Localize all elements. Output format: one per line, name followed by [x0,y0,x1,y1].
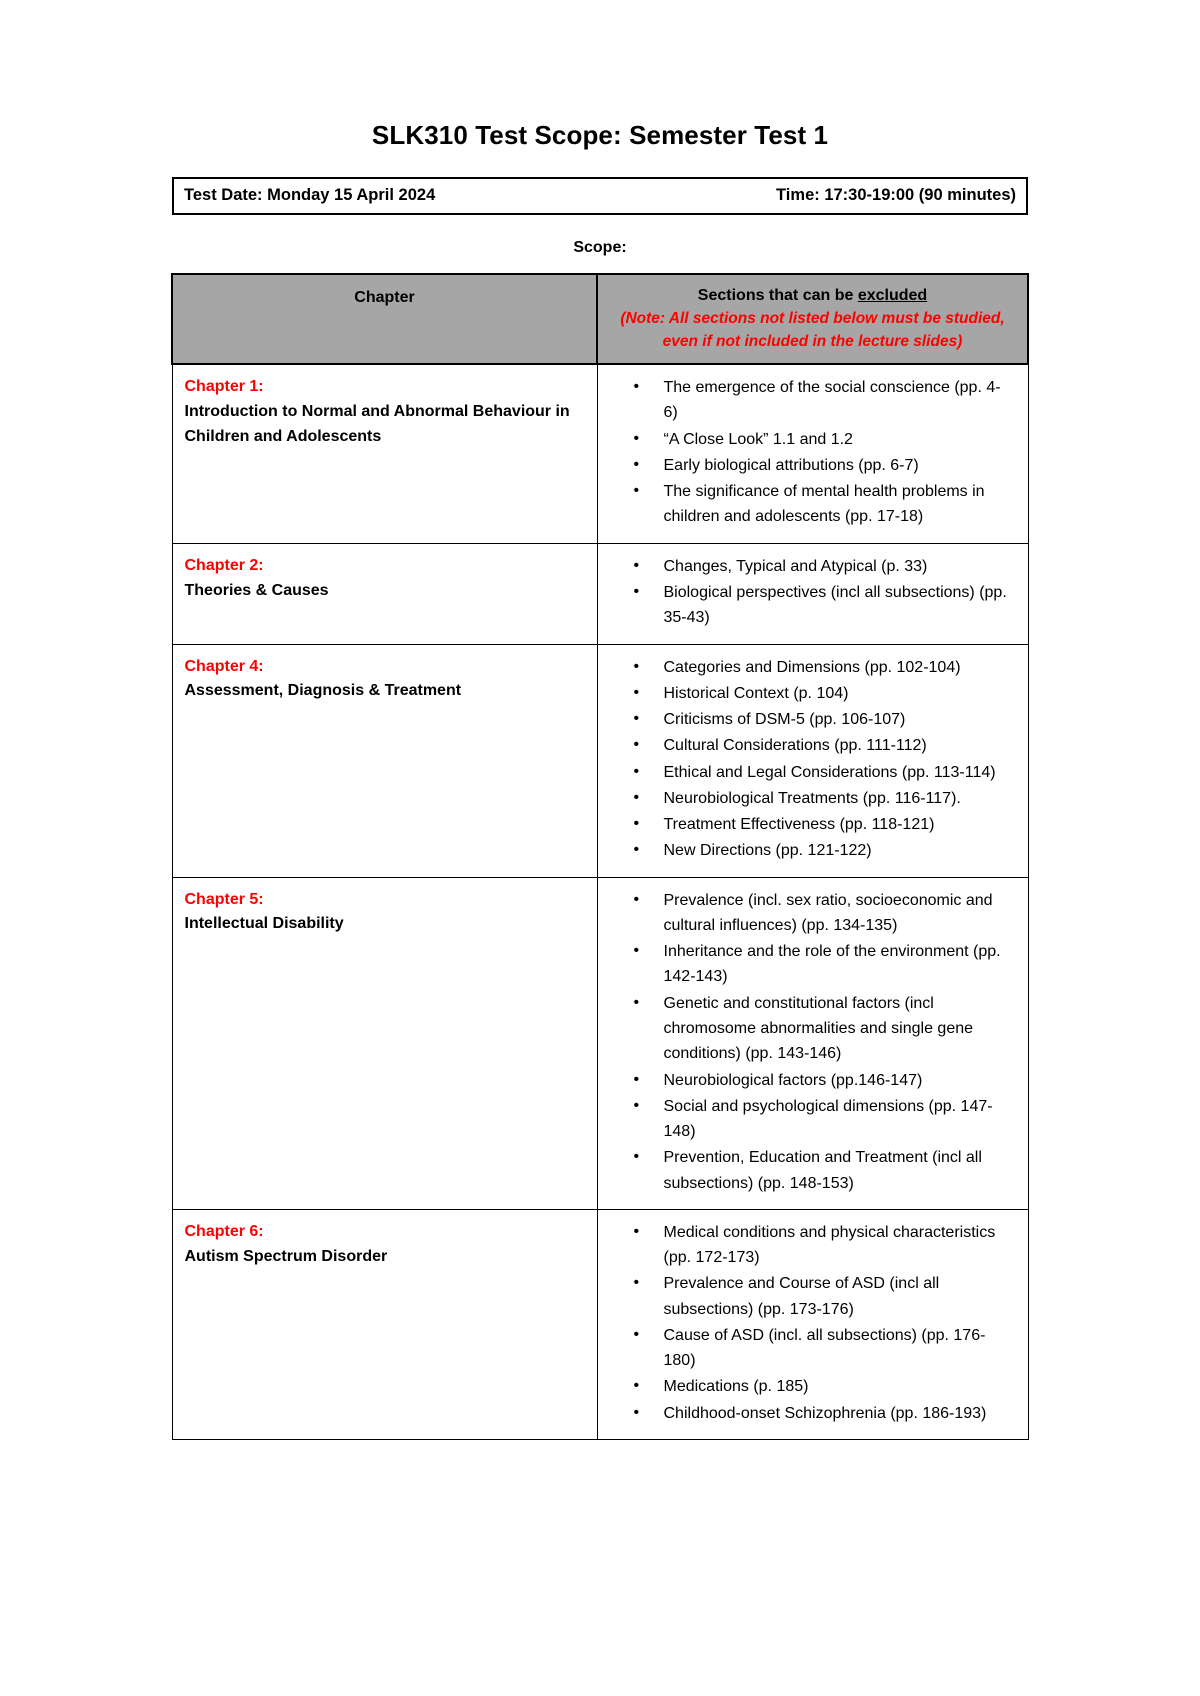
chapter-cell-content [173,365,597,463]
list-item: • Historical Context (p. 104) [664,681,1014,706]
header-sections-excluded: excluded [857,287,928,305]
chapter-cell-content [173,544,597,618]
chapter-label: Chapter 5: [184,890,264,908]
chapter-label: Chapter 2: [184,556,264,574]
chapter-cell [172,877,597,1209]
sections-list [598,655,1018,864]
header-chapter-label: Chapter [354,289,415,307]
list-item: • Cause of ASD (incl. all subsections) (pp. 176-180) [664,1323,1014,1374]
header-cell-sections [597,274,1028,364]
chapter-label: Chapter 4: [184,657,264,675]
scope-table-body [172,274,1028,1439]
list-item: • Inheritance and the role of the environment (pp. 142-143) [664,939,1014,990]
list-item: • Neurobiological Treatments (pp. 116-117). [664,786,1014,811]
sections-list [598,554,1018,631]
scope-label: Scope: [573,239,627,257]
list-item: • Cultural Considerations (pp. 111-112) [664,733,1014,758]
list-item: • Childhood-onset Schizophrenia (pp. 186-193) [664,1401,1014,1426]
test-info-bar [172,177,1028,215]
table-row [172,644,1028,877]
sections-list [598,1220,1018,1426]
chapter-name: Introduction to Normal and Abnormal Behaviour in Children and Adolescents [184,402,570,445]
sections-cell [597,543,1028,644]
list-item: • Ethical and Legal Considerations (pp. 113-114) [664,760,1014,785]
list-item: • Criticisms of DSM-5 (pp. 106-107) [664,707,1014,732]
sections-list [598,888,1018,1196]
header-cell-chapter [172,274,597,364]
chapter-name: Autism Spectrum Disorder [184,1247,388,1265]
test-time-label: Time: 17:30-19:00 (90 minutes) [776,186,1016,205]
list-item: • Prevalence and Course of ASD (incl all subsections) (pp. 173-176) [664,1271,1014,1322]
list-item: • New Directions (pp. 121-122) [664,838,1014,863]
scope-table [171,273,1029,1440]
table-row [172,543,1028,644]
sections-cell-content [598,365,1028,543]
list-item: • Medications (p. 185) [664,1374,1014,1399]
sections-cell [597,877,1028,1209]
sections-cell-content [598,1210,1028,1439]
chapter-label: Chapter 1: [184,378,264,396]
chapter-cell [172,644,597,877]
table-row [172,877,1028,1209]
header-sections-block [598,275,1027,363]
list-item: • Prevention, Education and Treatment (incl all subsections) (pp. 148-153) [664,1145,1014,1196]
header-sections-title [614,287,1011,305]
sections-cell [597,644,1028,877]
sections-cell [597,364,1028,543]
list-item: • Treatment Effectiveness (pp. 118-121) [664,812,1014,837]
list-item: • Social and psychological dimensions (pp. 147-148) [664,1094,1014,1145]
chapter-cell-content [173,645,597,719]
chapter-cell-content [173,878,597,952]
test-date-label: Test Date: Monday 15 April 2024 [184,186,436,205]
list-item: • Prevalence (incl. sex ratio, socioeconomic and cultural influences) (pp. 134-135) [664,888,1014,939]
sections-cell [597,1209,1028,1439]
chapter-name: Intellectual Disability [184,915,344,933]
chapter-cell [172,1209,597,1439]
list-item: • “A Close Look” 1.1 and 1.2 [664,427,1014,452]
header-sections-note: (Note: All sections not listed below must be studied, even if not included in the lecture slides) [620,310,1005,350]
chapter-cell-content [173,1210,597,1284]
chapter-cell [172,364,597,543]
table-row [172,364,1028,543]
list-item: • Biological perspectives (incl all subsections) (pp. 35-43) [664,580,1014,631]
list-item: • Neurobiological factors (pp.146-147) [664,1068,1014,1093]
chapter-label: Chapter 6: [184,1222,264,1240]
list-item: • Genetic and constitutional factors (incl chromosome abnormalities and single gene conditions) (pp. 143-146) [664,991,1014,1067]
list-item: • The emergence of the social conscience (pp. 4-6) [664,375,1014,426]
sections-cell-content [598,544,1028,644]
chapter-cell [172,543,597,644]
list-item: • The significance of mental health problems in children and adolescents (pp. 17-18) [664,479,1014,530]
page-title: SLK310 Test Scope: Semester Test 1 [371,120,829,150]
sections-cell-content [598,878,1028,1209]
sections-cell-content [598,645,1028,877]
table-header-row [172,274,1028,364]
header-sections-prefix: Sections that can be [697,287,858,305]
list-item: • Early biological attributions (pp. 6-7) [664,453,1014,478]
list-item: • Medical conditions and physical characteristics (pp. 172-173) [664,1220,1014,1271]
sections-list [598,375,1018,530]
chapter-name: Theories & Causes [184,581,329,599]
chapter-name: Assessment, Diagnosis & Treatment [184,682,462,700]
table-row [172,1209,1028,1439]
list-item: • Categories and Dimensions (pp. 102-104) [664,655,1014,680]
list-item: • Changes, Typical and Atypical (p. 33) [664,554,1014,579]
